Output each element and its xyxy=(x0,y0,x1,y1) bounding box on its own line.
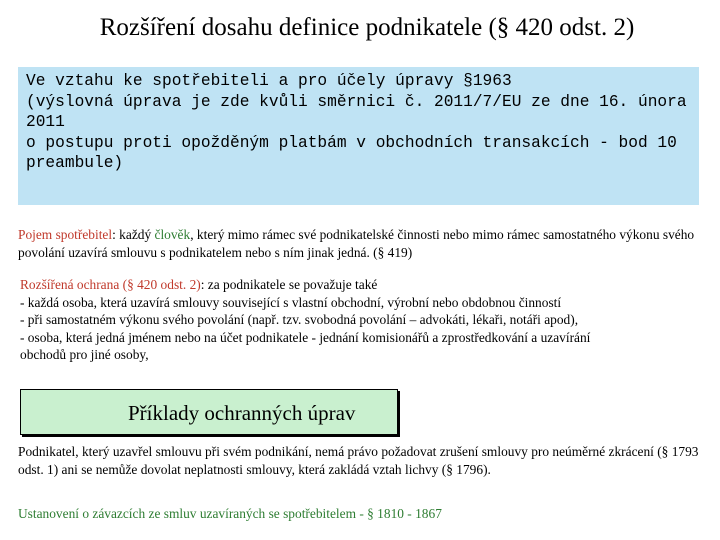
context-box xyxy=(18,67,699,205)
slide-title: Rozšíření dosahu definice podnikatele (§ 420 odst. 2) xyxy=(99,14,635,41)
extended-line: - každá osoba, která uzavírá smlouvy související s vlastní obchodní, výrobní nebo obdobnou činností xyxy=(20,294,562,310)
example-text: Podnikatel, který uzavřel smlouvu při svém podnikání, nemá právo požadovat zrušení smlouvy pro neúměrné zkrácení (§ 1793 odst. 1) ani se nemůže dovolat neplatnosti smlouvy, která zakládá vztah lichvy (§ 1796). xyxy=(18,444,699,477)
consumer-label: Pojem spotřebitel xyxy=(18,227,113,242)
extended-intro: : za podnikatele se považuje také xyxy=(200,277,378,292)
context-text: Ve vztahu ke spotřebiteli a pro účely úpravy §1963 (výslovná úprava je zde kvůli směrnici č. 2011/7/EU ze dne 16. února 2011 o postupu proti opožděným platbám v obchodních transakcích - bod 10 preambule) xyxy=(26,72,687,172)
consumer-human: člověk xyxy=(154,227,191,242)
extended-line: - osoba, která jedná jménem nebo na účet podnikatele - jednání komisionářů a zprostředkování a uzavírání xyxy=(20,329,591,345)
extended-line: - při samostatném výkonu svého povolání (např. tzv. svobodná povolání – advokáti, lékaři, notáři apod), xyxy=(20,312,579,327)
consumer-rest: , který mimo rámec své podnikatelské činnosti nebo mimo rámec samostatného výkonu svého povolání uzavírá smlouvu s podnikatelem nebo s ním jinak jedná. (§ 419) xyxy=(18,227,695,260)
extended-heading xyxy=(20,276,710,294)
examples-box xyxy=(20,389,398,435)
extended-line: obchodů pro jiné osoby, xyxy=(20,347,149,362)
consumer-colon: : každý xyxy=(112,227,155,242)
examples-label: Příklady ochranných úprav xyxy=(128,401,356,425)
extended-protection xyxy=(20,276,710,364)
provisions-text: Ustanovení o závazcích ze smluv uzavíraných se spotřebitelem - § 1810 - 1867 xyxy=(18,506,442,521)
consumer-definition xyxy=(18,226,708,261)
extended-label: Rozšířená ochrana (§ 420 odst. 2) xyxy=(20,277,201,292)
